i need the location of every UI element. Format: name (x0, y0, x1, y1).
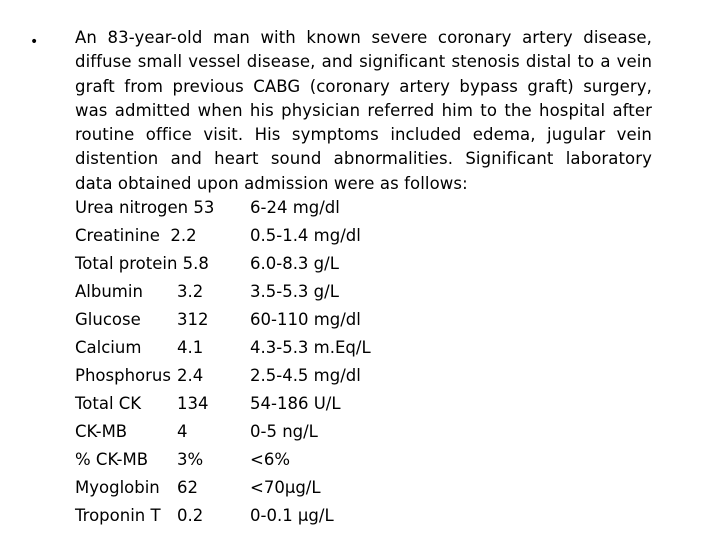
lab-reference: 0.5-1.4 mg/dl (250, 226, 361, 245)
lab-value: 4.1 (177, 338, 204, 357)
lab-name: % CK-MB (75, 450, 149, 469)
lab-name-value: Total protein 5.8 (75, 254, 209, 273)
lab-row-calcium (75, 336, 635, 364)
lab-reference: 3.5-5.3 g/L (250, 282, 339, 301)
lab-name: Myoglobin (75, 478, 160, 497)
lab-name-value: Creatinine 2.2 (75, 226, 197, 245)
lab-row-urea-nitrogen (75, 196, 635, 224)
lab-reference: 0-0.1 µg/L (250, 506, 334, 525)
lab-reference: 54-186 U/L (250, 394, 341, 413)
lab-value: 62 (177, 478, 198, 497)
lab-value: 2.4 (177, 366, 204, 385)
lab-reference: <70µg/L (250, 478, 321, 497)
lab-value: 312 (177, 310, 209, 329)
case-description: An 83-year-old man with known severe coronary artery disease, diffuse small vessel disease, and significant stenosis distal to a vein graft from previous CABG (coronary artery bypass graft) surgery, was admitted when his physician referred him to the hospital after routine office visit. His symptoms included edema, jugular vein distention and heart sound abnormalities. Significant laboratory data obtained upon admission were as follows: (75, 28, 652, 193)
lab-row-percent-ck-mb (75, 448, 635, 476)
lab-row-troponin-t (75, 504, 635, 532)
lab-name: Albumin (75, 282, 143, 301)
lab-value: 3.2 (177, 282, 204, 301)
lab-row-glucose (75, 308, 635, 336)
lab-reference: 2.5-4.5 mg/dl (250, 366, 361, 385)
lab-value: 3% (177, 450, 204, 469)
lab-row-total-ck (75, 392, 635, 420)
lab-name: Glucose (75, 310, 141, 329)
lab-value: 134 (177, 394, 209, 413)
lab-row-myoglobin (75, 476, 635, 504)
lab-name-value: Urea nitrogen 53 (75, 198, 215, 217)
lab-value: 4 (177, 422, 188, 441)
lab-name: CK-MB (75, 422, 128, 441)
lab-reference: <6% (250, 450, 291, 469)
lab-value: 0.2 (177, 506, 204, 525)
lab-reference: 4.3-5.3 m.Eq/L (250, 338, 371, 357)
lab-reference: 6-24 mg/dl (250, 198, 340, 217)
lab-name: Troponin T (75, 506, 161, 525)
lab-row-total-protein (75, 252, 635, 280)
lab-name: Calcium (75, 338, 142, 357)
lab-results-table (75, 196, 635, 532)
lab-name: Phosphorus (75, 366, 171, 385)
lab-row-creatinine (75, 224, 635, 252)
lab-reference: 60-110 mg/dl (250, 310, 361, 329)
lab-reference: 0-5 ng/L (250, 422, 318, 441)
lab-name: Total CK (75, 394, 142, 413)
lab-reference: 6.0-8.3 g/L (250, 254, 339, 273)
bullet-marker: • (30, 34, 39, 50)
lab-row-ck-mb (75, 420, 635, 448)
lab-row-albumin (75, 280, 635, 308)
lab-row-phosphorus (75, 364, 635, 392)
